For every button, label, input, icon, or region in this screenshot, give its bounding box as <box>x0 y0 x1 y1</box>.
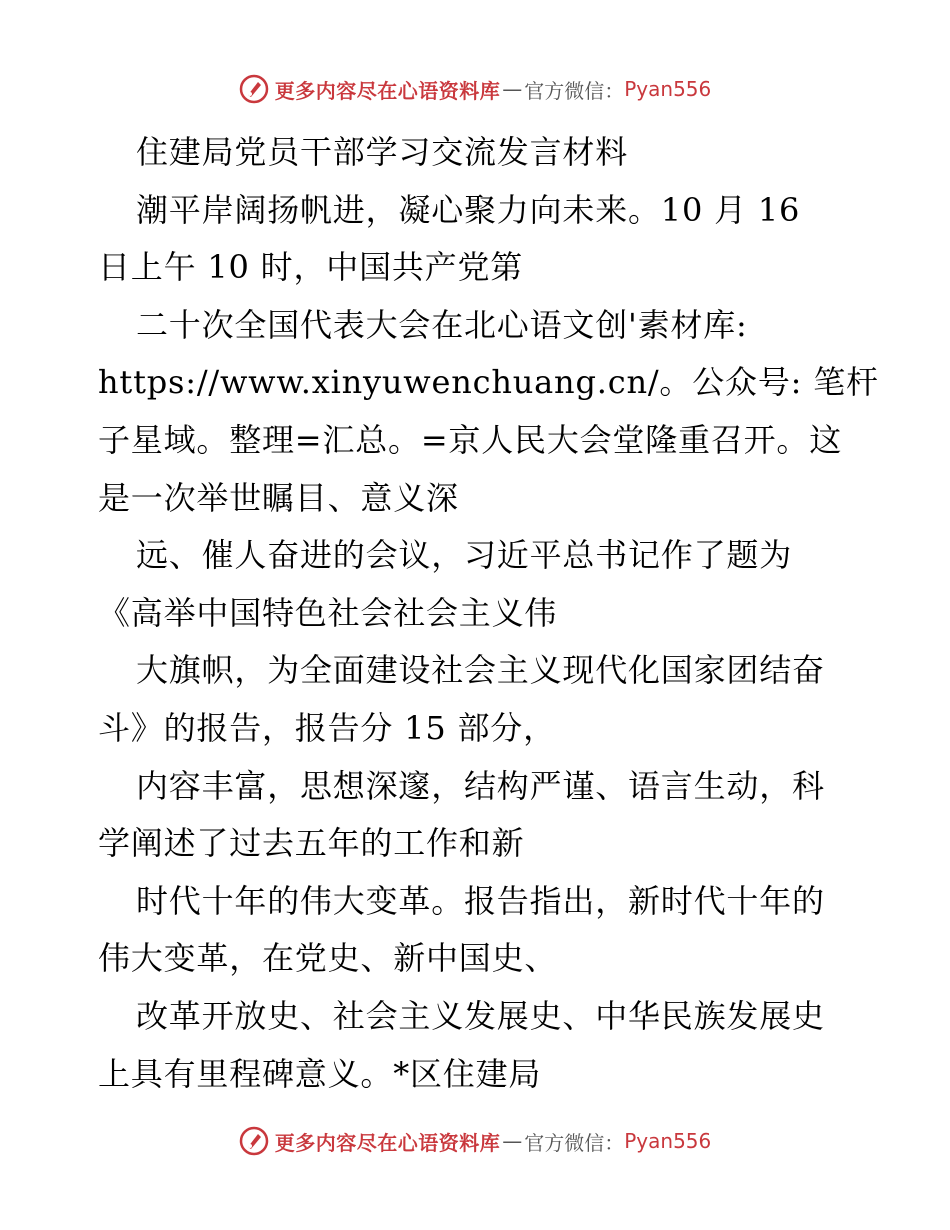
watermark-separator: — <box>502 1129 523 1153</box>
footer-watermark <box>0 1126 950 1156</box>
pen-nib-logo-icon <box>239 74 269 104</box>
watermark-label: 官方微信： <box>524 78 625 103</box>
text-line: 上具有里程碑意义。*区住建局 <box>98 1054 542 1093</box>
watermark-label: 官方微信： <box>524 1130 625 1155</box>
watermark-account: Pyan556 <box>624 1129 712 1153</box>
watermark-site-text: 更多内容尽在心语资料库 <box>274 1130 501 1155</box>
document-title: 住建局党员干部学习交流发言材料 <box>136 133 629 171</box>
document-body <box>98 124 879 1103</box>
header-watermark <box>0 74 950 104</box>
text-line: 大旗帜，为全面建设社会主义现代化国家团结奋 <box>136 651 825 690</box>
text-line: https://www.xinyuwenchuang.cn/。公众号: 笔杆 <box>98 363 879 402</box>
text-line: 子星域。整理=汇总。=京人民大会堂隆重召开。这 <box>98 420 843 459</box>
text-line: 日上午 10 时，中国共产党第 <box>98 248 524 287</box>
watermark-separator: — <box>502 77 523 101</box>
text-line: 是一次举世瞩目、意义深 <box>98 478 459 517</box>
text-line: 远、催人奋进的会议，习近平总书记作了题为 <box>136 536 793 575</box>
text-line: 斗》的报告，报告分 15 部分， <box>98 708 556 747</box>
pen-nib-logo-icon <box>239 1126 269 1156</box>
watermark-site-text: 更多内容尽在心语资料库 <box>274 78 501 103</box>
watermark-account: Pyan556 <box>624 77 712 101</box>
text-line: 二十次全国代表大会在北心语文创'素材库: <box>136 305 748 344</box>
text-line: 改革开放史、社会主义发展史、中华民族发展史 <box>136 996 825 1035</box>
text-line: 内容丰富，思想深邃，结构严谨、语言生动，科 <box>136 766 825 805</box>
text-line: 伟大变革，在党史、新中国史、 <box>98 939 558 978</box>
text-line: 《高举中国特色社会社会主义伟 <box>98 593 558 632</box>
text-line: 学阐述了过去五年的工作和新 <box>98 824 525 863</box>
text-line: 潮平岸阔扬帆进，凝心聚力向未来。10 月 16 <box>136 190 801 229</box>
text-line: 时代十年的伟大变革。报告指出，新时代十年的 <box>136 881 825 920</box>
